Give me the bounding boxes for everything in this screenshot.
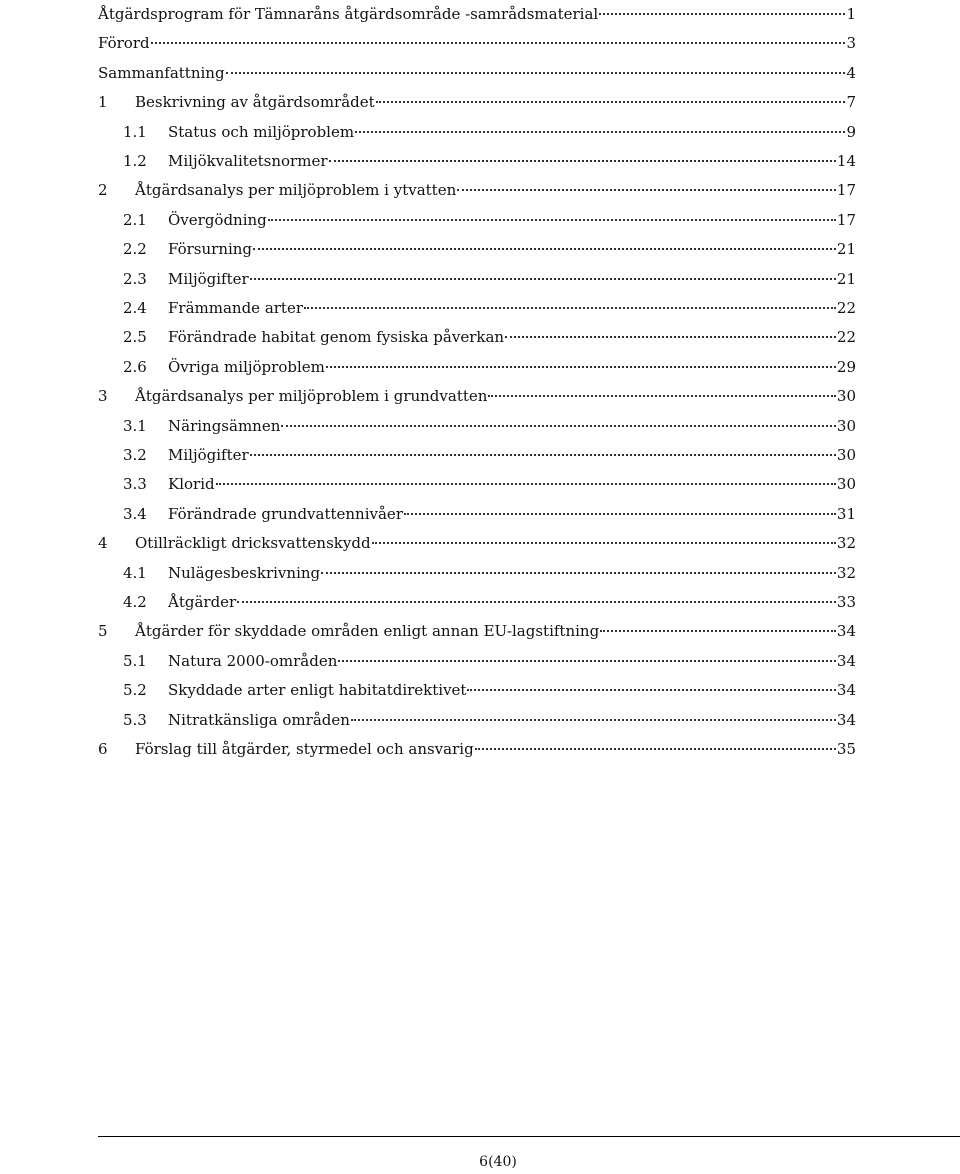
toc-dot-leader: [321, 572, 836, 574]
toc-dot-leader: [338, 660, 836, 662]
toc-entry-page: 34: [836, 710, 856, 729]
toc-entry[interactable]: [98, 31, 856, 55]
toc-entry-title: Skyddade arter enligt habitatdirektivet: [168, 678, 466, 702]
toc-entry-title: Förändrade habitat genom fysiska påverkan: [168, 325, 504, 349]
toc-dot-leader: [326, 366, 836, 368]
toc-entry-number: 3: [98, 387, 108, 406]
toc-entry-number: 3.4: [123, 504, 147, 523]
toc-entry-title: Åtgärdsanalys per miljöproblem i grundvatten: [135, 384, 487, 408]
toc-entry-title: Miljökvalitetsnormer: [168, 149, 328, 173]
toc-entry-page: 21: [836, 269, 856, 288]
toc-entry-page: 3: [846, 34, 856, 53]
toc-dot-leader: [281, 425, 836, 427]
toc-entry[interactable]: [98, 502, 856, 526]
toc-entry-number: 4.1: [123, 563, 147, 582]
toc-entry[interactable]: [98, 414, 856, 438]
toc-dot-leader: [600, 630, 836, 632]
toc-entry-page: 33: [836, 593, 856, 611]
toc-entry-title: Förord: [98, 31, 150, 55]
toc-entry[interactable]: [98, 443, 856, 467]
toc-entry-title: Sammanfattning: [98, 61, 225, 85]
toc-entry-title: Övergödning: [168, 208, 267, 232]
toc-entry[interactable]: [98, 531, 856, 555]
toc-entry-number: 2: [98, 181, 108, 200]
toc-dot-leader: [351, 719, 836, 721]
toc-dot-leader: [237, 601, 836, 603]
toc-dot-leader: [250, 454, 836, 456]
toc-entry[interactable]: [98, 149, 856, 173]
toc-entry-number: 2.1: [123, 210, 147, 229]
toc-entry-title: Försurning: [168, 237, 252, 261]
toc-dot-leader: [355, 131, 845, 133]
toc-entry[interactable]: [98, 678, 856, 702]
toc-entry[interactable]: [98, 90, 856, 114]
toc-entry-title: Åtgärder för skyddade områden enligt annan EU-lagstiftning: [135, 619, 599, 643]
toc-entry[interactable]: [98, 61, 856, 85]
toc-entry-page: 34: [836, 651, 856, 670]
toc-entry[interactable]: [98, 737, 856, 761]
page-number: 6(40): [479, 1154, 517, 1170]
toc-entry-page: 1: [846, 5, 856, 23]
toc-entry[interactable]: [98, 355, 856, 379]
toc-entry-page: 7: [846, 93, 856, 112]
toc-dot-leader: [226, 72, 845, 74]
toc-entry-title: Status och miljöproblem: [168, 120, 354, 144]
toc-entry[interactable]: [98, 649, 856, 673]
toc-dot-leader: [216, 483, 836, 485]
toc-dot-leader: [253, 248, 836, 250]
toc-entry-number: 3.1: [123, 416, 147, 435]
toc-entry-number: 2.6: [123, 357, 147, 376]
toc-entry[interactable]: [98, 590, 856, 614]
toc-dot-leader: [488, 395, 835, 397]
toc-entry[interactable]: [98, 2, 856, 26]
toc-entry-title: Miljögifter: [168, 443, 249, 467]
toc-entry-title: Främmande arter: [168, 296, 303, 320]
toc-entry-number: 5.2: [123, 681, 147, 700]
toc-entry-page: 31: [836, 504, 856, 523]
toc-entry-number: 5: [98, 622, 108, 641]
toc-entry-title: Åtgärdsprogram för Tämnaråns åtgärdsområde -samrådsmaterial: [98, 2, 598, 26]
toc-entry[interactable]: [98, 178, 856, 202]
toc-dot-leader: [329, 160, 836, 162]
toc-entry-number: 5.1: [123, 651, 147, 670]
toc-dot-leader: [457, 189, 836, 191]
toc-entry-page: 9: [846, 122, 856, 141]
toc-entry-page: 30: [836, 475, 856, 494]
toc-entry-title: Förslag till åtgärder, styrmedel och ansvarig: [135, 737, 474, 761]
toc-entry-number: 2.3: [123, 269, 147, 288]
toc-entry[interactable]: [98, 237, 856, 261]
toc-entry-title: Nitratkänsliga områden: [168, 708, 350, 732]
toc-entry-title: Natura 2000-områden: [168, 649, 337, 673]
toc-entry-title: Förändrade grundvattennivåer: [168, 502, 403, 526]
toc-dot-leader: [404, 513, 836, 515]
toc-entry-title: Näringsämnen: [168, 414, 280, 438]
toc-entry-page: 17: [836, 210, 856, 229]
toc-dot-leader: [505, 336, 836, 338]
toc-entry-number: 3.2: [123, 446, 147, 464]
toc-entry-page: 22: [836, 299, 856, 317]
toc-entry-page: 30: [836, 446, 856, 464]
toc-entry-number: 2.4: [123, 299, 147, 317]
toc-entry-number: 2.2: [123, 240, 147, 259]
toc-entry-number: 1.1: [123, 122, 147, 141]
toc-entry-number: 5.3: [123, 710, 147, 729]
toc-entry-page: 4: [846, 63, 856, 82]
toc-entry[interactable]: [98, 120, 856, 144]
toc-dot-leader: [151, 42, 845, 44]
toc-entry[interactable]: [98, 619, 856, 643]
toc-dot-leader: [372, 542, 836, 544]
toc-entry-title: Beskrivning av åtgärdsområdet: [135, 90, 375, 114]
toc-entry-title: Klorid: [168, 472, 215, 496]
toc-entry[interactable]: [98, 561, 856, 585]
toc-entry-page: 34: [836, 622, 856, 641]
toc-entry-page: 30: [836, 416, 856, 435]
toc-entry-number: 1: [98, 93, 108, 112]
toc-dot-leader: [268, 219, 836, 221]
toc-entry-title: Åtgärder: [168, 590, 236, 614]
toc-entry-title: Otillräckligt dricksvattenskydd: [135, 531, 371, 555]
toc-entry[interactable]: [98, 472, 856, 496]
toc-entry[interactable]: [98, 325, 856, 349]
toc-entry-title: Nulägesbeskrivning: [168, 561, 320, 585]
toc-dot-leader: [467, 689, 835, 691]
toc-entry[interactable]: [98, 208, 856, 232]
toc-entry-page: 17: [836, 181, 856, 200]
toc-entry[interactable]: [98, 296, 856, 320]
toc-entry-number: 2.5: [123, 328, 147, 347]
toc-entry[interactable]: [98, 267, 856, 291]
footer-divider: [98, 1136, 960, 1137]
toc-entry-title: Övriga miljöproblem: [168, 355, 325, 379]
toc-entry-page: 32: [836, 534, 856, 553]
toc-entry-page: 30: [836, 387, 856, 406]
toc-entry[interactable]: [98, 708, 856, 732]
toc-entry-page: 21: [836, 240, 856, 259]
toc-entry-number: 4: [98, 534, 108, 553]
toc-dot-leader: [475, 748, 836, 750]
toc-entry-number: 6: [98, 740, 108, 758]
toc-entry-number: 3.3: [123, 475, 147, 494]
toc-entry-page: 35: [836, 740, 856, 758]
toc-dot-leader: [376, 101, 845, 103]
toc-entry-page: 29: [836, 357, 856, 376]
toc-entry-page: 14: [836, 152, 856, 170]
toc-entry[interactable]: [98, 384, 856, 408]
toc-entry-title: Åtgärdsanalys per miljöproblem i ytvatten: [135, 178, 456, 202]
toc-dot-leader: [250, 278, 836, 280]
toc-entry-number: 4.2: [123, 593, 147, 611]
toc-dot-leader: [599, 13, 845, 15]
toc-entry-page: 32: [836, 563, 856, 582]
toc-entry-number: 1.2: [123, 152, 147, 170]
toc-entry-page: 34: [836, 681, 856, 700]
toc-entry-title: Miljögifter: [168, 267, 249, 291]
toc-dot-leader: [304, 307, 836, 309]
toc-entry-page: 22: [836, 328, 856, 347]
